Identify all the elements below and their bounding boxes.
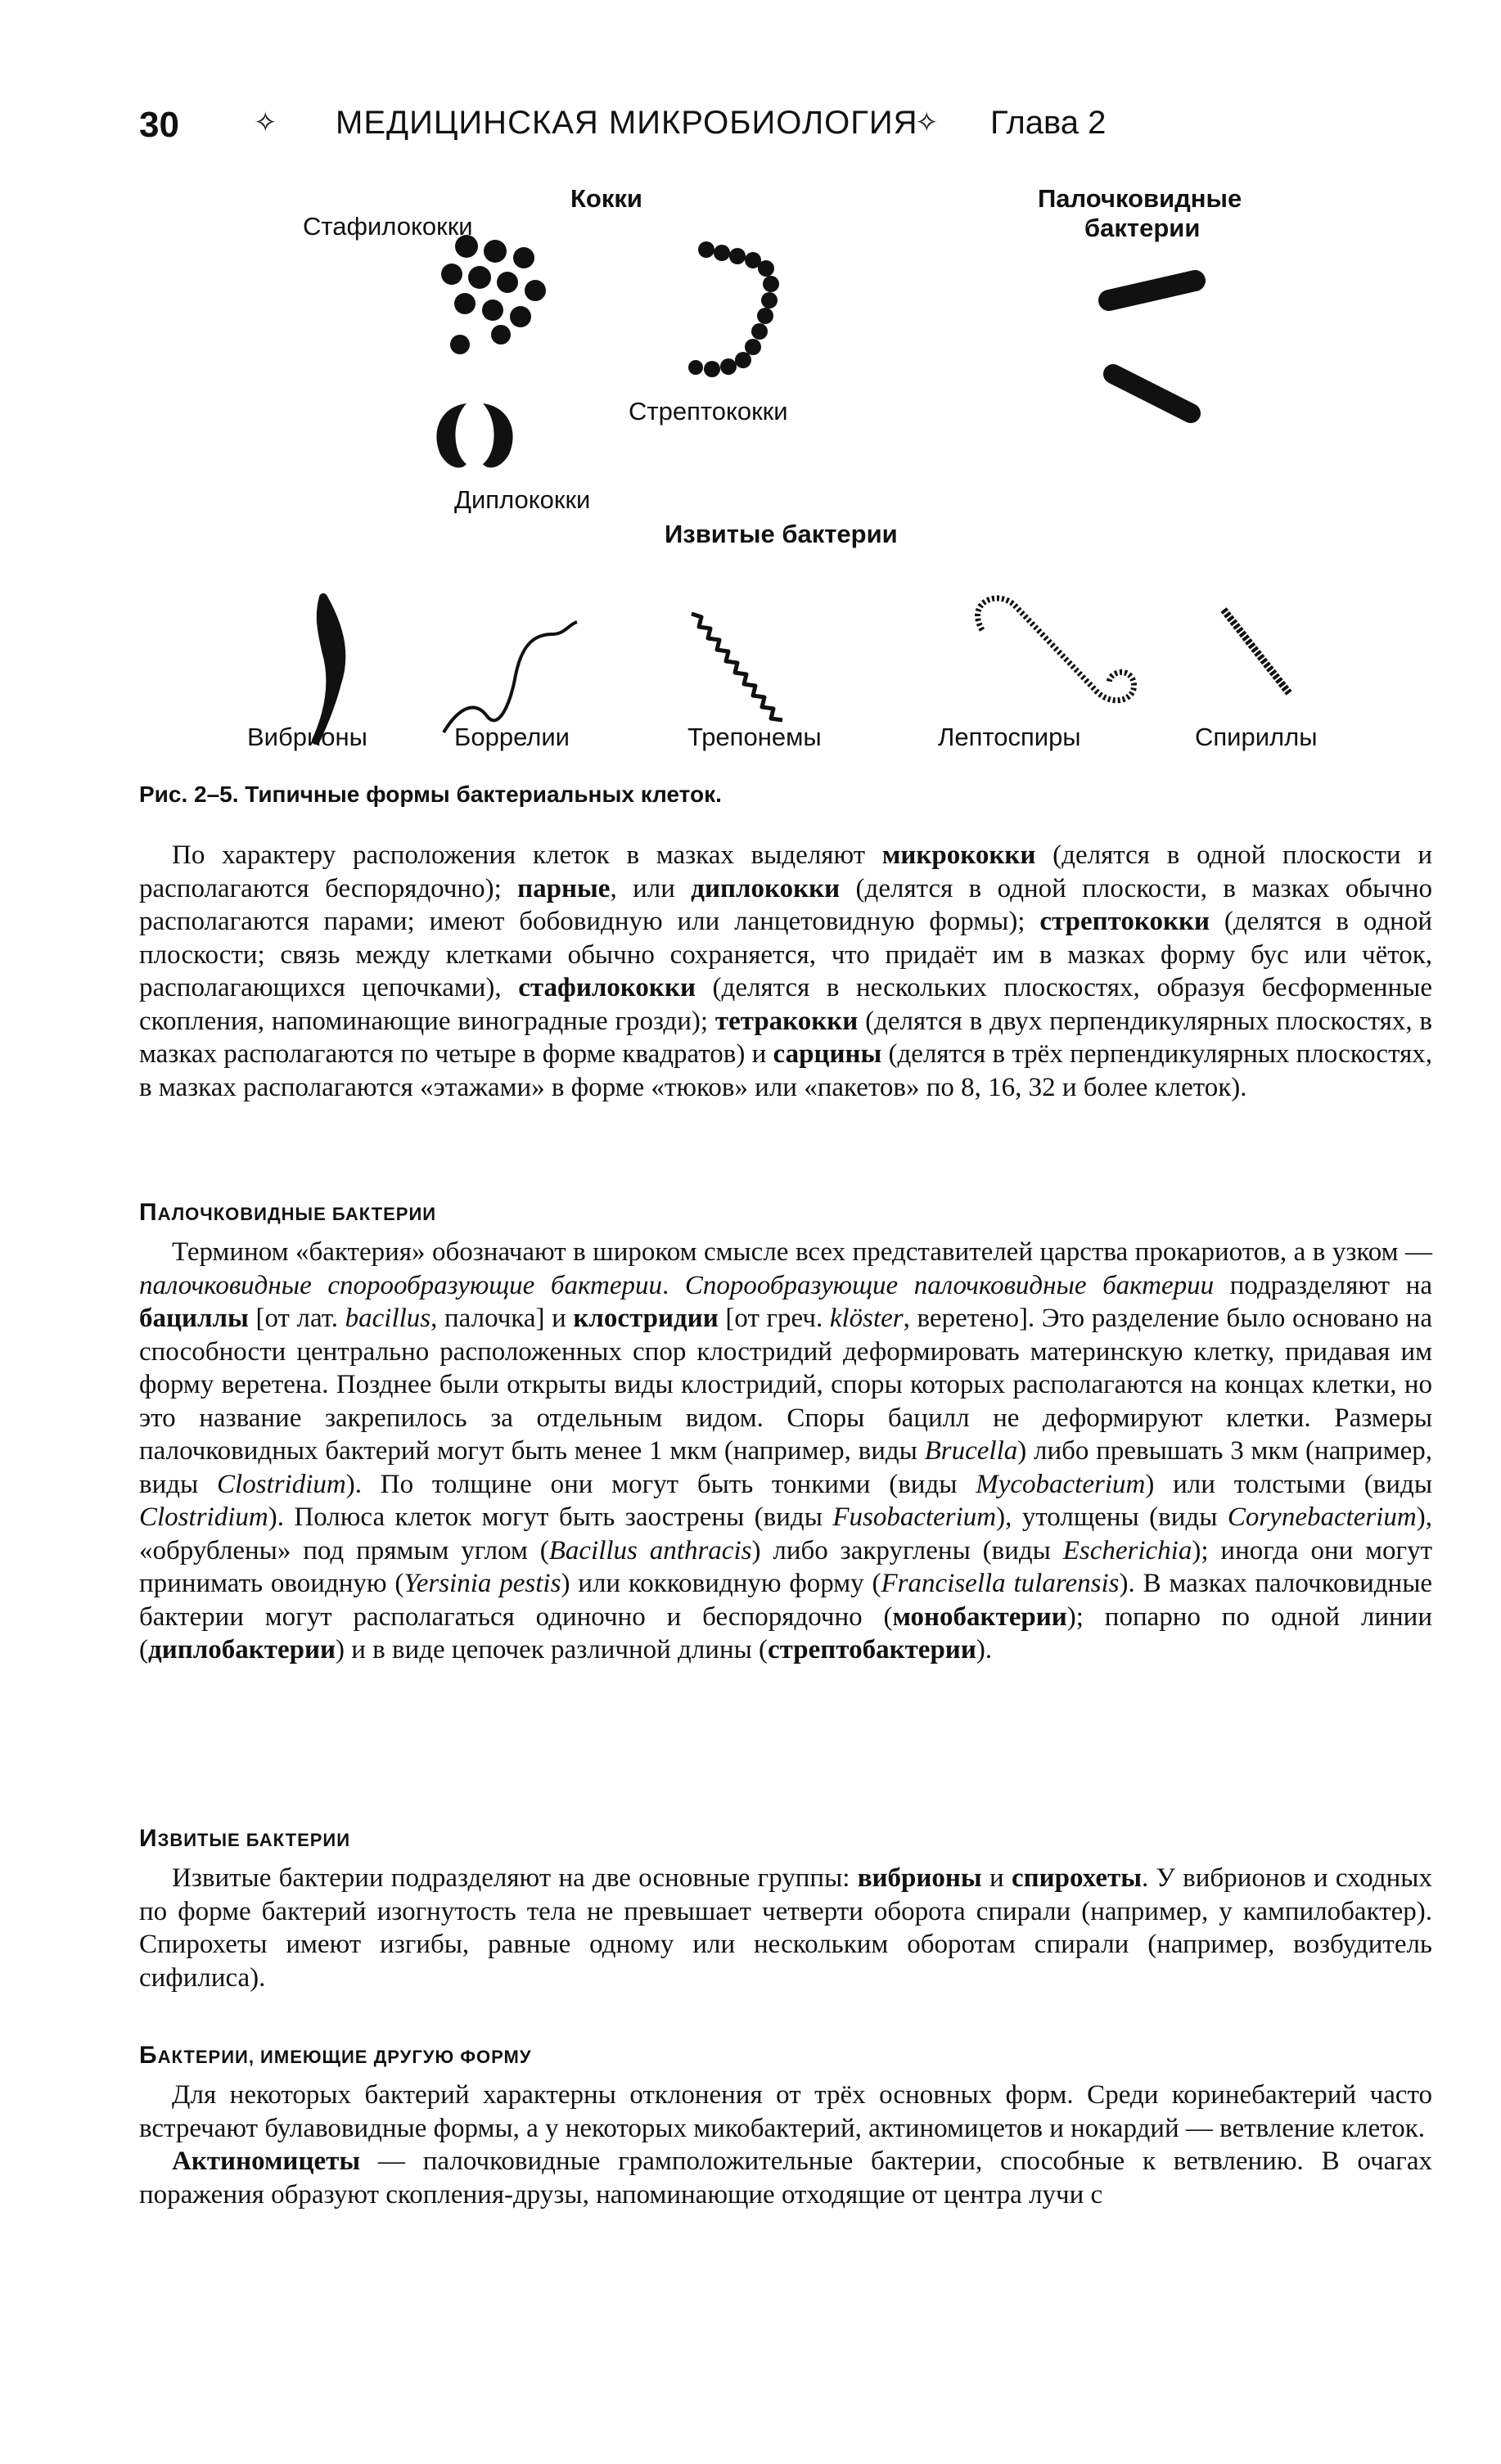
text-run: ); иногда они могут принимать овоидную ( xyxy=(139,1535,1433,1598)
bold-term: монобактерии xyxy=(892,1601,1067,1632)
curved-paragraph xyxy=(139,1862,1432,1994)
text-run: (делятся в трёх перпендикулярных плоскостях, в мазках располагаются «этажами» в форме «тюков» или «пакетов» по 8, 16, 32 и более клеток). xyxy=(139,1039,1432,1102)
italic-term: Mycobacterium xyxy=(976,1469,1146,1499)
staphylococci-drawing xyxy=(441,235,546,354)
text-run: ). По толщине они могут быть тонкими (виды xyxy=(345,1469,976,1499)
spirilla-drawing xyxy=(1224,610,1289,693)
italic-term: Yersinia pestis xyxy=(403,1569,561,1598)
text-run: ). В мазках палочковидные бактерии могут располагаться одиночно и беспорядочно ( xyxy=(139,1569,1433,1632)
text-run: ), утолщены (виды xyxy=(996,1502,1228,1532)
borrelia-drawing xyxy=(444,622,577,732)
text-run: ). xyxy=(976,1635,993,1664)
text-run: ), «обрублены» под прямым углом ( xyxy=(139,1502,1433,1565)
text-run: Извитые бактерии подразделяют на две основные группы: xyxy=(172,1863,858,1893)
heading-initial: П xyxy=(139,1199,158,1226)
text-run: Термином «бактерия» обозначают в широком смысле всех представителей царства прокариотов, а в узком — xyxy=(172,1237,1432,1267)
treponema-label: Трепонемы xyxy=(687,723,822,751)
other-text-block xyxy=(139,2079,1432,2211)
bold-term: стрептобактерии xyxy=(768,1635,976,1664)
bold-term: стрептококки xyxy=(1039,907,1210,936)
rods-section-heading xyxy=(139,1199,436,1227)
divider-left: ✧ xyxy=(254,108,277,138)
text-run: ); попарно по одной линии ( xyxy=(139,1601,1432,1664)
bold-term: диплобактерии xyxy=(148,1635,336,1664)
text-run: (делятся в одной плоскости; связь между клетками обычно сохраняется, что придаёт им в мазках форму бус или чёток, располагающихся цепочками), xyxy=(139,907,1432,1002)
intro-paragraph xyxy=(139,839,1432,1104)
italic-term: Brucella xyxy=(924,1436,1018,1466)
other-paragraph-2 xyxy=(139,2145,1432,2211)
figure-caption: Рис. 2–5. Типичные формы бактериальных клеток. xyxy=(139,782,722,807)
rods-title-line1: Палочковидные xyxy=(1038,184,1242,213)
running-header xyxy=(139,105,1416,154)
bold-term: клостридии xyxy=(573,1304,719,1333)
text-run: ) или толстыми (виды xyxy=(1145,1469,1432,1499)
heading-initial: И xyxy=(139,1825,158,1852)
vibrio-drawing xyxy=(316,597,341,741)
curved-section-heading xyxy=(139,1825,350,1853)
text-run: ) либо закруглены (виды xyxy=(751,1535,1063,1565)
text-run: Для некоторых бактерий характерны отклонения от трёх основных форм. Среди коринебактерий часто встречают булавовидные формы, а у некоторых микобактерий, актиномицетов и нокардий — ветвление клеток. xyxy=(139,2080,1432,2143)
text-run: , или xyxy=(610,873,692,903)
italic-term: Clostridium xyxy=(139,1502,268,1532)
borrelia-label: Боррелии xyxy=(454,723,570,751)
text-run: . xyxy=(661,1270,685,1300)
italic-term: Fusobacterium xyxy=(832,1502,997,1532)
text-run: — палочковидные грамположительные бактерии, способные к ветвлению. В очагах поражения образуют скопления-друзы, напоминающие отходящие от центра лучи с xyxy=(139,2146,1432,2209)
other-paragraph-1 xyxy=(139,2079,1432,2145)
bold-term: тетракокки xyxy=(714,1006,859,1036)
book-title: МЕДИЦИНСКАЯ МИКРОБИОЛОГИЯ xyxy=(336,105,918,141)
vibrio-label: Вибрионы xyxy=(247,723,367,751)
bold-term: вибрионы xyxy=(857,1863,982,1893)
text-run: [от греч. xyxy=(718,1304,830,1333)
bold-term: спирохеты xyxy=(1011,1863,1142,1893)
curved-text-block xyxy=(139,1862,1432,1994)
intro-text-block xyxy=(139,839,1432,1104)
italic-term: Bacillus anthracis xyxy=(548,1535,752,1565)
spirilla-label: Спириллы xyxy=(1195,723,1318,751)
text-run: (делятся в одной плоскости и располагаются беспорядочно); xyxy=(139,840,1432,903)
italic-term: Escherichia xyxy=(1062,1535,1192,1565)
text-run: ) и в виде цепочек различной длины ( xyxy=(336,1635,769,1664)
diplococci-drawing xyxy=(436,403,512,467)
text-run: подразделяют на xyxy=(1214,1270,1432,1300)
text-run: [от лат. xyxy=(248,1304,345,1333)
leptospira-label: Лептоспиры xyxy=(938,723,1081,751)
heading-rest: ЗВИТЫЕ БАКТЕРИИ xyxy=(157,1830,351,1850)
italic-term: Corynebacterium xyxy=(1227,1502,1417,1532)
figure-drawing xyxy=(123,176,1400,782)
italic-term: bacillus xyxy=(345,1304,431,1333)
text-run: (делятся в двух перпендикулярных плоскостях, в мазках располагаются по четыре в форме квадратов) и xyxy=(139,1006,1432,1069)
bold-term: парные xyxy=(517,873,611,903)
bold-term: Актиномицеты xyxy=(172,2146,361,2176)
text-run: (делятся в нескольких плоскостях, образуя бесформенные скопления, напоминающие виноградные грозди); xyxy=(139,973,1432,1036)
text-run: . У вибрионов и сходных по форме бактерий изогнутость тела не превышает четверти оборота спирали (например, у кампилобактер). Спирохеты имеют изгибы, равные одному или нескольким оборотам спирали (например, возбудитель сифилиса). xyxy=(139,1863,1432,1993)
bacteria-shapes-figure xyxy=(123,176,1400,782)
italic-term: klöster xyxy=(829,1304,904,1333)
cocci-title: Кокки xyxy=(570,184,642,213)
text-run: ) или кокковидную форму ( xyxy=(561,1569,881,1598)
text-run: (делятся в одной плоскости, в мазках обычно располагаются парами; имеют бобовидную или ланцетовидную формы); xyxy=(139,873,1432,936)
bold-term: сарцины xyxy=(773,1039,882,1069)
streptococci-label: Стрептококки xyxy=(629,397,788,426)
text-run: , палочка] и xyxy=(430,1304,574,1333)
italic-term: Спорообразующие палочковидные бактерии xyxy=(684,1270,1215,1300)
staphylococci-label: Стафилококки xyxy=(303,212,473,241)
page-number: 30 xyxy=(139,105,179,145)
bold-term: бациллы xyxy=(139,1304,249,1333)
rods-text-block xyxy=(139,1236,1432,1667)
italic-term: Clostridium xyxy=(217,1469,346,1499)
italic-term: Francisella tularensis xyxy=(881,1569,1120,1598)
leptospira-drawing xyxy=(978,598,1134,700)
rods-paragraph xyxy=(139,1236,1432,1667)
text-run: и xyxy=(981,1863,1012,1893)
italic-term: палочковидные спорообразующие бактерии xyxy=(139,1270,662,1300)
heading-initial: Б xyxy=(139,2042,158,2069)
heading-rest: АКТЕРИИ, ИМЕЮЩИЕ ДРУГУЮ ФОРМУ xyxy=(157,2047,532,2067)
text-run: По характеру расположения клеток в мазках выделяют xyxy=(172,840,882,870)
chapter-label: Глава 2 xyxy=(990,105,1107,141)
treponema-drawing xyxy=(692,614,782,720)
divider-right: ✧ xyxy=(915,108,939,138)
bold-term: стафилококки xyxy=(518,973,696,1002)
curved-bacteria-title: Извитые бактерии xyxy=(665,520,898,548)
heading-rest: АЛОЧКОВИДНЫЕ БАКТЕРИИ xyxy=(157,1204,437,1224)
bold-term: диплококки xyxy=(691,873,841,903)
text-run: ). Полюса клеток могут быть заострены (виды xyxy=(268,1502,833,1532)
rods-drawing xyxy=(1109,281,1195,413)
text-run: , веретено]. Это разделение было основано на способности центрально расположенных спор клостридий деформировать материнскую клетку, придавая им форму веретена. Позднее были открыты виды клостридий, споры которых располагаются на концах клетки, но это название закрепилось за отдельным видом. Споры бацилл не деформируют клетки. Размеры палочковидных бактерий могут быть менее 1 мкм (например, виды xyxy=(139,1304,1432,1466)
text-run: ) либо превышать 3 мкм (например, виды xyxy=(139,1436,1433,1499)
streptococci-drawing xyxy=(688,241,779,377)
bold-term: микрококки xyxy=(881,840,1036,870)
diplococci-label: Диплококки xyxy=(454,485,591,514)
other-section-heading xyxy=(139,2042,532,2070)
rods-title-line2: бактерии xyxy=(1084,214,1201,242)
